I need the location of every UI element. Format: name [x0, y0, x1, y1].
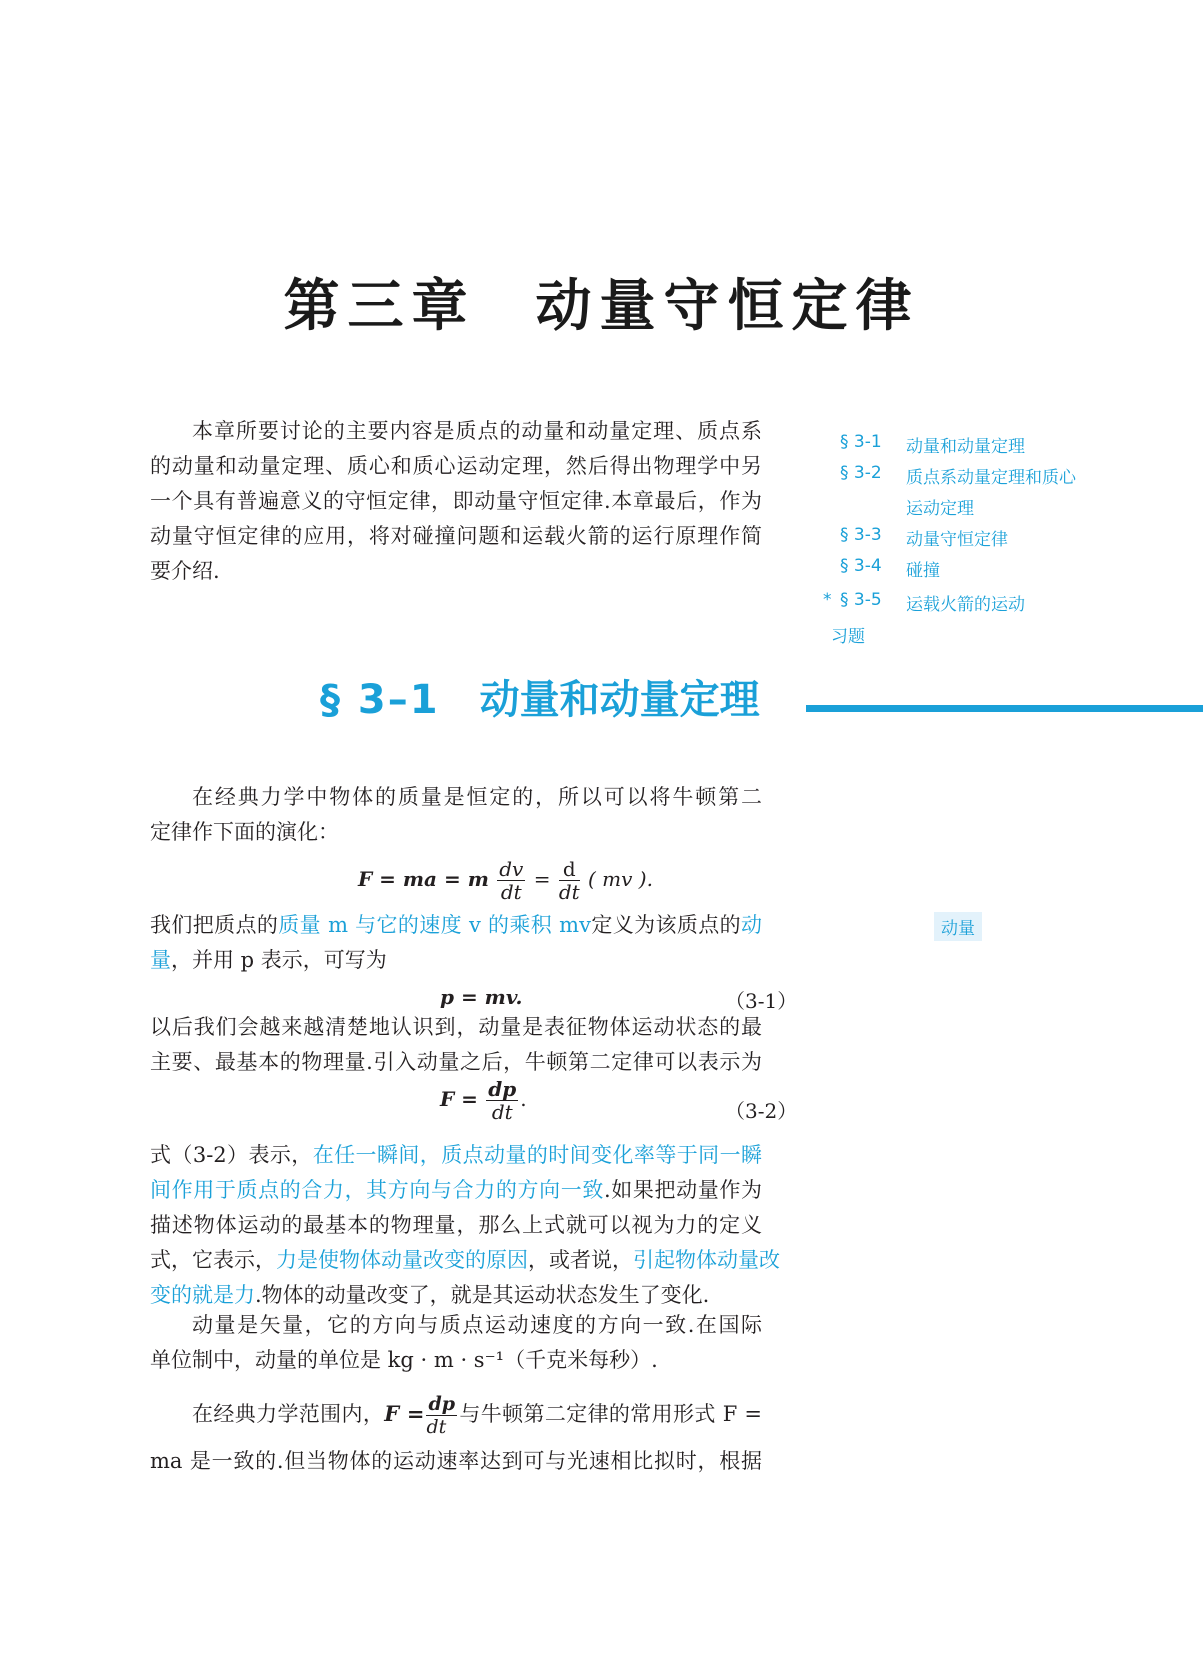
toc-title: 运动定理: [906, 499, 974, 519]
body-paragraph: 在经典力学范围内，F = $\frac{dp}{dt}$ 与牛顿第二定律的常用形式 F = ma 是一致的.但当物体的运动速率达到可与光速相比拟时，根据: [150, 1393, 762, 1473]
toc-number: § 3-5: [840, 590, 882, 610]
chapter-title: [0, 262, 1203, 342]
toc-number: § 3-1: [840, 432, 882, 452]
section-number: § 3–1: [320, 677, 440, 723]
body-paragraph: 我们把质点的质量 m 与它的速度 v 的乘积 mv定义为该质点的动 量，并用 p 表示，可写为: [150, 913, 763, 972]
equation-3-2: F = $\frac{dp}{dt}$ .: [440, 1077, 527, 1124]
equation-number: （3-2）: [725, 1099, 798, 1123]
toc-number: § 3-3: [840, 525, 882, 545]
intro-paragraph: [150, 414, 762, 589]
toc-title: 运载火箭的运动: [906, 595, 1025, 615]
toc-title: 动量守恒定律: [906, 530, 1008, 550]
toc-title: 动量和动量定理: [906, 437, 1025, 457]
toc-title: 碰撞: [906, 561, 940, 581]
optional-star: *: [823, 590, 832, 610]
intro-line: 一个具有普遍意义的守恒定律，即动量守恒定律.本章最后，作为: [150, 489, 762, 513]
body-paragraph: 以后我们会越来越清楚地认识到，动量是表征物体运动状态的最 主要、最基本的物理量.引入动量之后，牛顿第二定律可以表示为: [150, 1015, 762, 1074]
fraction: $\frac{d}{dt}$: [558, 857, 580, 904]
equation-3-1: p = mv.: [440, 985, 523, 1009]
body-paragraph: 式（3-2）表示，在任一瞬间，质点动量的时间变化率等于同一瞬 间作用于质点的合力，其方向与合力的方向一致.如果把动量作为 描述物体运动的最基本的物理量，那么上式就可以视为力的定义 式，它表示，力是使物体动量改变的原因，或者说，引起物体动量改 变的就是力.物体的动量改变了，就是其运动状态发生了变化.: [150, 1143, 780, 1307]
body-paragraph: 在经典力学中物体的质量是恒定的，所以可以将牛顿第二 定律作下面的演化：: [150, 785, 762, 844]
intro-line: 的动量和动量定理、质心和质心运动定理，然后得出物理学中另: [150, 454, 762, 478]
equation-number: （3-1）: [725, 989, 798, 1013]
intro-line: 动量守恒定律的应用，将对碰撞问题和运载火箭的运行原理作简: [150, 524, 762, 548]
fraction: $\frac{dp}{dt}$: [426, 1393, 456, 1438]
fraction: $\frac{dv}{dt}$: [499, 857, 524, 904]
chapter-name: 动量守恒定律: [535, 274, 920, 339]
chapter-number: 第三章: [283, 274, 476, 339]
toc-title: 质点系动量定理和质心: [906, 468, 1076, 488]
section-heading: [320, 668, 760, 725]
fraction: $\frac{dp}{dt}$: [488, 1077, 517, 1124]
highlight-text: 质量 m 与它的速度 v 的乘积 mv: [278, 913, 591, 937]
body-paragraph: 动量是矢量，它的方向与质点运动速度的方向一致.在国际 单位制中，动量的单位是 kg · m · s⁻¹（千克米每秒）.: [150, 1313, 762, 1372]
section-title: 动量和动量定理: [479, 677, 760, 723]
toc-number: 习题: [831, 627, 865, 647]
intro-line: 要介绍.: [150, 559, 220, 583]
intro-line: 本章所要讨论的主要内容是质点的动量和动量定理、质点系: [192, 419, 762, 443]
section-rule: [806, 705, 1203, 712]
equation-momentum-derivation: F = ma = m $\frac{dv}{dt}$ = $\frac{d}{dt}$ ( mv ).: [358, 857, 653, 904]
margin-keyword: 动量: [934, 912, 982, 941]
toc-number: § 3-2: [840, 463, 882, 483]
toc-number: § 3-4: [840, 556, 882, 576]
